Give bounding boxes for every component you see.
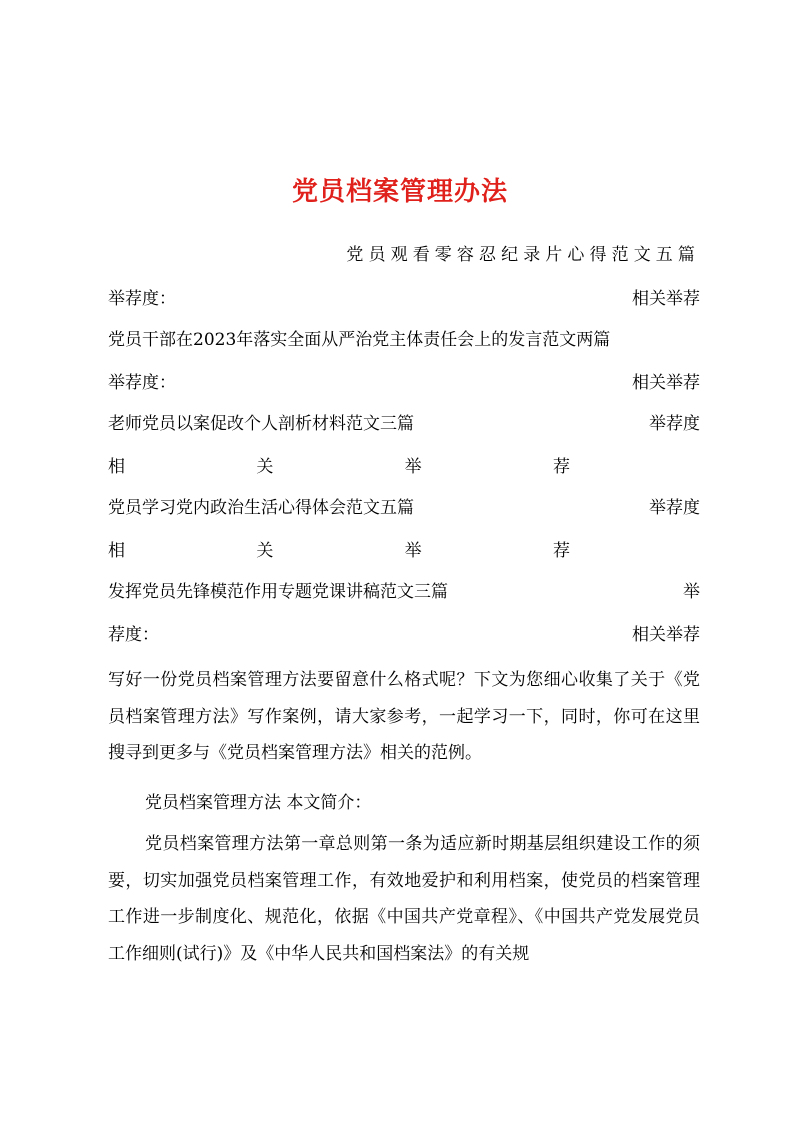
related-char: 关 [256, 541, 274, 561]
recommend-item-2[interactable]: 党员干部在2023年落实全面从严治党主体责任会上的发言范文两篇 [108, 330, 611, 350]
recommend-meta-5 [108, 620, 700, 650]
related-char: 举 [404, 457, 422, 477]
recommend-item-4-title[interactable]: 党员学习党内政治生活心得体会范文五篇 [108, 498, 414, 518]
related-spread-1[interactable] [108, 452, 570, 482]
related-char: 相 [108, 541, 125, 561]
related-link[interactable]: 相关举荐 [632, 625, 700, 645]
recommend-meta-2 [108, 368, 700, 398]
recommend-label: 荐度： [108, 625, 159, 645]
recommend-item-5-title[interactable]: 发挥党员先锋模范作用专题党课讲稿范文三篇 [108, 582, 448, 602]
related-spread-2[interactable] [108, 536, 570, 566]
related-char: 举 [404, 541, 422, 561]
recommend-label: 举荐度 [649, 414, 700, 434]
document-title: 党员档案管理办法 [291, 177, 508, 207]
related-char: 相 [108, 457, 125, 477]
summary-heading: 党员档案管理方法 本文简介： [145, 793, 372, 813]
recommend-item-3 [108, 409, 700, 439]
recommend-label: 举 [683, 582, 700, 602]
related-link[interactable]: 相关举荐 [632, 373, 700, 393]
related-char: 荐 [552, 457, 570, 477]
related-link[interactable]: 相关举荐 [632, 289, 700, 309]
recommend-item-3-title[interactable]: 老师党员以案促改个人剖析材料范文三篇 [108, 414, 414, 434]
recommend-label: 举荐度： [108, 289, 176, 309]
recommend-label: 举荐度： [108, 373, 176, 393]
recommend-label: 举荐度 [649, 498, 700, 518]
recommend-item-5 [108, 577, 700, 607]
recommend-item-1[interactable]: 党员观看零容忍纪录片心得范文五篇 [346, 245, 700, 265]
related-char: 关 [256, 457, 274, 477]
intro-paragraph: 写好一份党员档案管理方法要留意什么格式呢？下文为您细心收集了关于《党员档案管理方法》写作案例，请大家参考，一起学习一下，同时，你可在这里搜寻到更多与《党员档案管理方法》相关的范例。 [108, 670, 700, 764]
body-paragraph: 党员档案管理方法第一章总则第一条为适应新时期基层组织建设工作的须要，切实加强党员档案管理工作，有效地爱护和利用档案，使党员的档案管理工作进一步制度化、规范化，依据《中国共产党章程》、《中国共产党发展党员工作细则(试行)》及《中华人民共和国档案法》的有关规 [108, 834, 700, 964]
recommend-meta-1 [108, 284, 700, 314]
related-char: 荐 [552, 541, 570, 561]
recommend-item-4 [108, 493, 700, 523]
